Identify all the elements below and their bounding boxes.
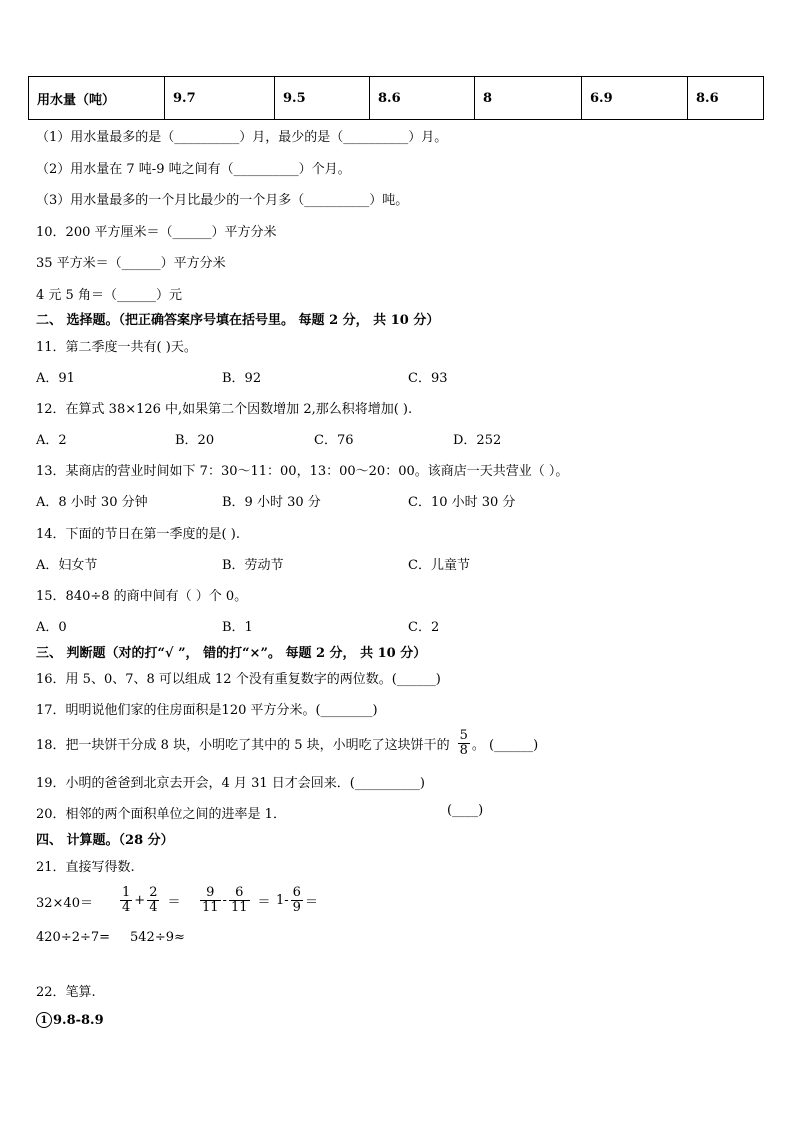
question-12: 12．在算式 38×126 中,如果第二个因数增加 2,那么积将增加( ).: [36, 402, 413, 417]
fraction-numerator: 6: [292, 884, 301, 900]
option-11-b: B．92: [222, 371, 262, 386]
fraction-numerator: 2: [149, 884, 158, 900]
option-14-a: A．妇女节: [36, 558, 98, 573]
question-22-1-expr: 9.8-8.9: [53, 1012, 104, 1028]
question-14: 14．下面的节日在第一季度的是( ).: [36, 527, 240, 542]
question-22-1: [36, 1012, 104, 1028]
math-expr-5: 420÷2÷7=: [36, 930, 111, 945]
section-3-heading: 三、 判断题（对的打“√ ”， 错的打“×”。 每题 2 分， 共 10 分）: [36, 646, 427, 661]
fraction-denominator: 8: [459, 743, 468, 758]
equals-sign: ＝: [167, 894, 181, 910]
question-19: 19．小明的爸爸到北京去开会，4 月 31 日才会回来．(__________): [36, 776, 425, 791]
fraction-numerator: 1: [122, 884, 131, 900]
question-10-a: 10．200 平方厘米＝（______）平方分米: [36, 225, 277, 240]
option-14-c: C．儿童节: [408, 558, 470, 573]
option-13-a: A．8 小时 30 分钟: [36, 495, 148, 510]
option-12-c: C．76: [314, 433, 354, 448]
fraction: [291, 886, 303, 915]
option-15-c: C．2: [408, 620, 440, 635]
table-cell: 9.5: [275, 77, 370, 120]
question-10-c: 4 元 5 角＝（______）元: [36, 288, 182, 303]
table-cell: 8: [475, 77, 582, 120]
section-2-heading: 二、 选择题。（把正确答案序号填在括号里。 每题 2 分， 共 10 分）: [36, 313, 440, 328]
table-row: [29, 77, 764, 120]
fraction-denominator: 11: [202, 899, 219, 915]
operator: -: [222, 892, 227, 908]
fraction: [120, 886, 132, 915]
fraction-denominator: 11: [230, 899, 248, 915]
question-20: 20．相邻的两个面积单位之间的进率是 1．: [36, 807, 286, 822]
water-usage-table: [28, 76, 764, 120]
circled-number-one: 1: [36, 1012, 52, 1028]
option-14-b: B．劳动节: [222, 558, 284, 573]
question-10-b: 35 平方米＝（______）平方分米: [36, 256, 226, 271]
fraction: [458, 729, 470, 758]
option-15-a: A．0: [36, 620, 67, 635]
table-cell: 9.7: [165, 77, 275, 120]
option-11-c: C．93: [408, 371, 448, 386]
math-expr-2: [118, 880, 180, 920]
fraction-denominator: 9: [292, 899, 301, 915]
table-cell: 用水量（吨）: [29, 77, 165, 120]
question-9-3: （3）用水量最多的一个月比最少的一个月多（__________）吨。: [36, 193, 409, 208]
math-expr-1: 32×40＝: [36, 895, 93, 911]
fraction: [200, 886, 221, 915]
option-13-b: B．9 小时 30 分: [222, 495, 321, 510]
option-13-c: C．10 小时 30 分: [408, 495, 516, 510]
math-prefix: 1-: [276, 892, 289, 908]
math-expr-4: [276, 880, 318, 920]
question-20-blank: (____): [447, 803, 484, 818]
option-12-b: B．20: [175, 433, 215, 448]
question-18: [36, 729, 538, 758]
fraction-numerator: 9: [206, 884, 215, 900]
fraction: [147, 886, 159, 915]
fraction-numerator: 5: [459, 728, 468, 743]
question-15: 15．840÷8 的商中间有（ ）个 0。: [36, 589, 248, 604]
option-12-d: D．252: [453, 433, 502, 448]
fraction-numerator: 6: [235, 884, 244, 900]
question-16: 16．用 5、0、7、8 可以组成 12 个没有重复数字的两位数。(______): [36, 672, 441, 687]
question-13: 13．某商店的营业时间如下 7：30～11：00，13：00～20：00。该商店一天共营业（ ）。: [36, 464, 569, 479]
question-22: 22．笔算.: [36, 985, 96, 1000]
question-9-2: （2）用水量在 7 吨-9 吨之间有（__________）个月。: [36, 162, 351, 177]
question-11: 11．第二季度一共有( )天。: [36, 340, 197, 355]
question-17: 17．明明说他们家的住房面积是120 平方分米。(________): [36, 703, 378, 718]
fraction: [229, 886, 250, 915]
equals-sign: ＝: [257, 894, 271, 910]
table-cell: 8.6: [370, 77, 475, 120]
operator: +: [134, 892, 146, 908]
option-15-b: B．1: [222, 620, 253, 635]
table-cell: 6.9: [582, 77, 688, 120]
question-18-text: 18．把一块饼干分成 8 块，小明吃了其中的 5 块，小明吃了这块饼干的: [36, 738, 450, 753]
question-18-tail: 。 (______): [471, 738, 539, 753]
section-4-heading: 四、 计算题。（28 分）: [36, 833, 174, 848]
equals-sign: ＝: [304, 894, 318, 910]
fraction-denominator: 4: [149, 899, 158, 915]
fraction-denominator: 4: [122, 899, 131, 915]
question-21: 21．直接写得数.: [36, 860, 135, 875]
table-cell: 8.6: [688, 77, 764, 120]
math-expr-6: 542÷9≈: [130, 930, 185, 945]
math-row-1: [36, 884, 93, 918]
option-12-a: A．2: [36, 433, 67, 448]
math-expr-3: [198, 880, 271, 920]
option-11-a: A．91: [36, 371, 75, 386]
question-9-1: （1）用水量最多的是（__________）月，最少的是（__________）月。: [36, 130, 448, 145]
